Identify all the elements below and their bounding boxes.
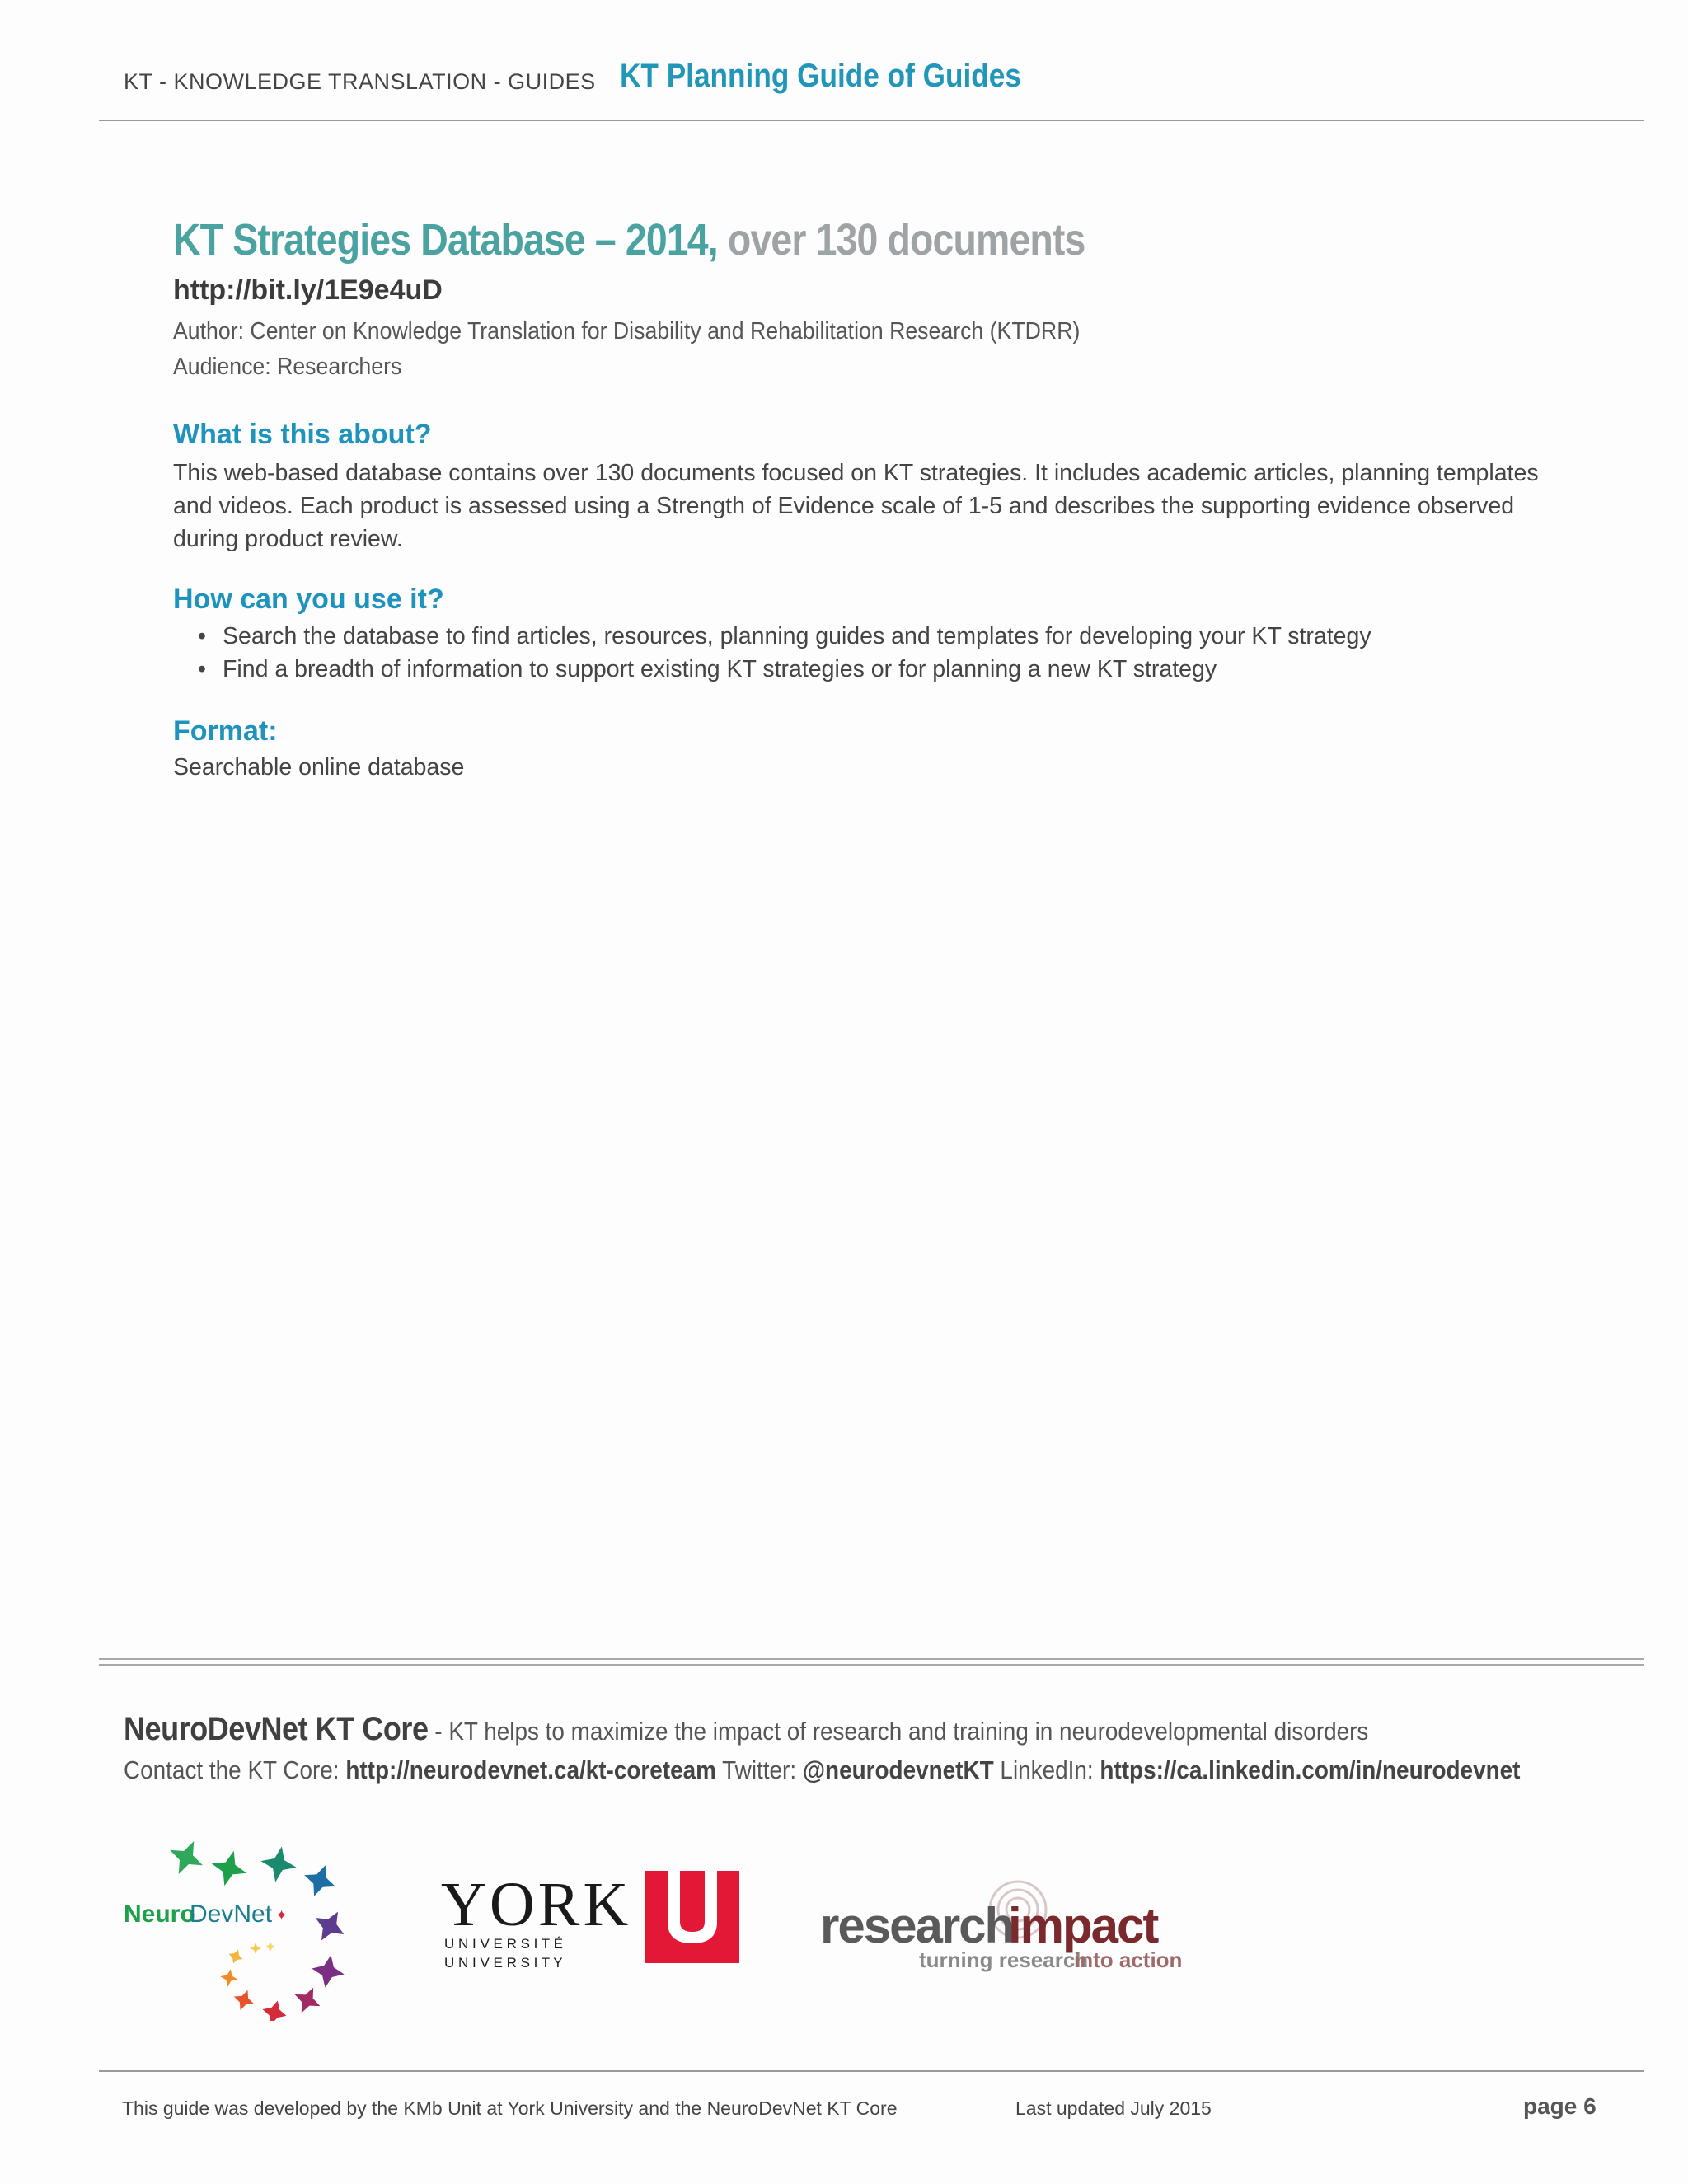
header-divider [99, 120, 1644, 121]
developed-by-note: This guide was developed by the KMb Unit at York University and the NeuroDevNet KT Core [122, 2097, 898, 2119]
resource-title [173, 214, 1085, 265]
format-text: Searchable online database [173, 754, 465, 780]
kt-core-tagline: - KT helps to maximize the impact of research and training in neurodevelopmental disorders [428, 1717, 1369, 1746]
last-updated: Last updated July 2015 [1015, 2097, 1212, 2119]
linkedin-label: LinkedIn: [993, 1755, 1100, 1784]
linkedin-link[interactable]: https://ca.linkedin.com/in/neurodevnet [1100, 1755, 1521, 1784]
york-univ-en: U N I V E R S I T Y [444, 1955, 563, 1971]
footer-divider [99, 1658, 1644, 1660]
bottom-divider [99, 2070, 1644, 2072]
series-label: KT - KNOWLEDGE TRANSLATION - GUIDES [124, 69, 596, 94]
contact-label: Contact the KT Core: [124, 1755, 346, 1784]
about-text: This web-based database contains over 130 documents focused on KT strategies. It includes academic articles, planning templates and videos. Each product is assessed using a Strength of Evidence scale of 1-5 and describes the supporting evidence observed during product review. [173, 460, 1539, 552]
york-wordmark: YORK [441, 1871, 632, 1939]
footer-divider [99, 1664, 1644, 1666]
star-ring-icon [162, 1840, 353, 2021]
svg-text:✦: ✦ [275, 1907, 288, 1924]
resource-author: Author: Center on Knowledge Translation for Disability and Rehabilitation Research (KTDRR) [173, 318, 1081, 344]
page-number: page 6 [1523, 2093, 1597, 2119]
ndn-neuro-text: Neuro [124, 1900, 195, 1928]
list-item: • Search the database to find articles, resources, planning guides and templates for developing your KT strategy [198, 620, 1372, 653]
york-university-logo [441, 1871, 746, 1974]
format-heading: Format: [173, 715, 278, 747]
use-list [198, 620, 1372, 686]
resource-title-main: KT Strategies Database – 2014, [173, 215, 718, 265]
resource-title-sub: over 130 documents [717, 215, 1085, 265]
ri-tagline-b: into action [1074, 1947, 1183, 1972]
twitter-link[interactable]: @neurodevnetKT [802, 1755, 994, 1784]
ri-tagline-a: turning research [919, 1947, 1089, 1972]
york-u-mark-icon [645, 1871, 739, 1963]
kt-core-line [124, 1711, 1368, 1748]
list-item: • Find a breadth of information to support existing KT strategies or for planning a new KT strategy [198, 653, 1372, 686]
resource-audience: Audience: Researchers [173, 354, 402, 380]
resource-link[interactable]: http://bit.ly/1E9e4uD [173, 274, 443, 306]
ri-impact-text: impact [1008, 1898, 1158, 1953]
twitter-label: Twitter: [715, 1755, 803, 1784]
neurodevnet-logo [122, 1840, 357, 2021]
york-univ-fr: U N I V E R S I T É [444, 1936, 563, 1952]
about-heading: What is this about? [173, 419, 432, 450]
guide-title: KT Planning Guide of Guides [620, 58, 1021, 94]
research-impact-logo [820, 1867, 1191, 1974]
ndn-devnet-text: DevNet [190, 1900, 273, 1928]
ri-research-text: research [820, 1898, 1014, 1953]
use-heading: How can you use it? [173, 583, 444, 615]
kt-core-name: NeuroDevNet KT Core [124, 1711, 429, 1747]
contact-line [124, 1755, 1520, 1785]
contact-link[interactable]: http://neurodevnet.ca/kt-coreteam [345, 1755, 716, 1784]
